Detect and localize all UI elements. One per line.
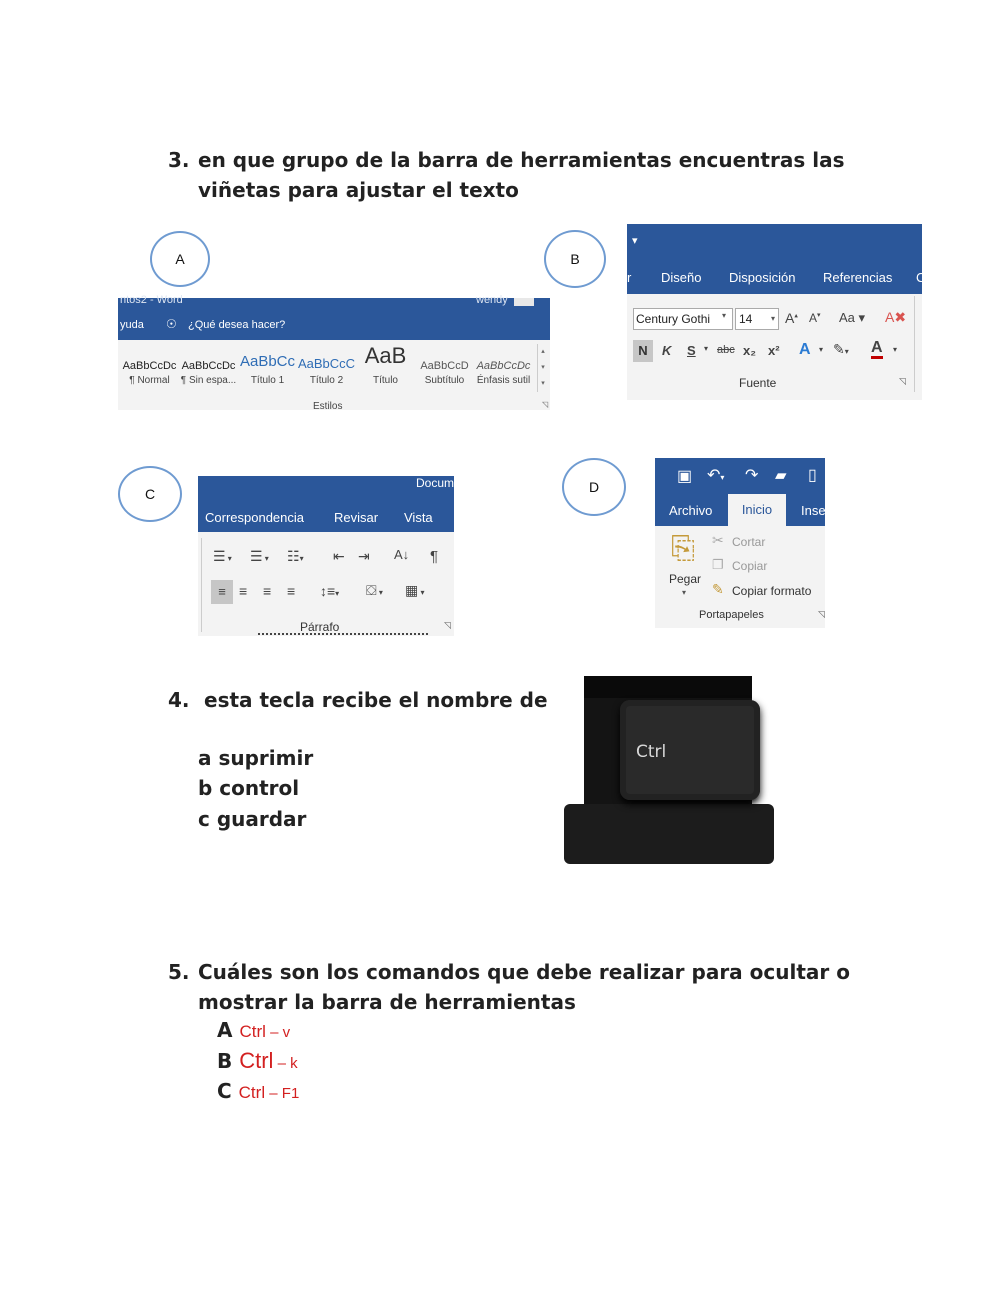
style-sample: AaBbCcDc [476,360,531,372]
change-case-icon[interactable]: Aa ▾ [839,310,866,325]
clipboard-group-label: Portapapeles [699,609,764,621]
bold-label: N [638,343,648,358]
font-size-dropdown-icon[interactable]: ▾ [770,314,775,323]
text-effects-icon[interactable]: A [799,341,811,358]
tab-referencias[interactable]: Referencias [823,270,893,285]
font-size-value: 14 [739,312,753,326]
style-gallery-item[interactable] [474,348,533,392]
keyboard-edge [584,676,752,698]
option-b-suffix: – k [273,1055,298,1072]
clipboard-icon[interactable]: ⎘ [671,532,695,565]
question-3-line-1: en que grupo de la barra de herramientas encuentras las [198,148,845,172]
save-icon[interactable]: ▣ [677,468,693,485]
subscript-button[interactable]: x₂ [743,343,757,358]
paste-label[interactable]: Pegar [669,572,702,586]
question-3-number: 3. [168,148,190,172]
tab-revisar[interactable]: Revisar [334,510,379,525]
align-left-button[interactable]: ≡ [211,580,233,604]
tab-disposicion[interactable]: Disposición [729,270,796,285]
style-name: Subtítulo [424,375,465,386]
open-folder-icon[interactable]: ▰ [775,467,787,484]
option-c-suffix: – F1 [265,1085,300,1102]
question-4-option-b[interactable]: b control [198,776,300,800]
quick-access-icon[interactable]: ▾ [632,235,638,247]
question-4 [168,685,568,715]
question-4-text: esta tecla recibe el nombre de [204,688,548,712]
borders-icon[interactable]: ▦ ▾ [405,582,425,598]
option-a-circle[interactable] [150,231,210,287]
highlight-icon[interactable]: ✎▾ [833,341,849,357]
tab-inicio-label: Inicio [741,502,773,517]
tab-fragment-c[interactable]: C [916,270,926,285]
new-document-icon[interactable]: ▯ [808,467,817,484]
help-tab-fragment[interactable]: yuda [120,319,144,331]
option-d-label: D [588,479,600,495]
clear-formatting-icon[interactable]: A✖ [885,309,907,325]
font-dialog-launcher-icon[interactable]: ◹ [899,376,906,386]
style-gallery-item[interactable] [238,348,297,392]
font-name-dropdown-icon[interactable]: ▾ [722,311,727,320]
styles-gallery [118,343,538,392]
option-c-circle[interactable] [118,466,182,522]
option-a-key: Ctrl [239,1022,266,1041]
strikethrough-button[interactable]: abc [717,344,735,356]
underline-dropdown-icon[interactable]: ▾ [704,344,709,353]
style-sample: AaB [364,343,407,368]
question-4-number: 4. [168,688,190,712]
question-4-option-a[interactable]: a suprimir [198,746,314,770]
increase-indent-icon[interactable]: ⇥ [358,548,370,564]
style-gallery-item[interactable] [297,348,356,392]
option-b-letter: B [217,1049,233,1073]
option-d-circle[interactable] [562,458,626,516]
redo-icon[interactable]: ↷ [745,467,759,484]
user-name: wendy [476,294,508,306]
bold-button[interactable] [633,340,653,362]
style-name: Énfasis sutil [476,375,531,386]
tell-me-field[interactable]: ¿Qué desea hacer? [188,319,286,331]
question-4-option-c[interactable]: c guardar [198,807,307,831]
option-c-screenshot [198,476,454,636]
page-edge-marks [258,633,428,638]
tab-archivo[interactable]: Archivo [669,503,713,518]
style-sample: AaBbCcDc [122,360,177,372]
question-5-option-a[interactable] [217,1018,290,1042]
scissors-icon[interactable]: ✂ [712,532,724,548]
question-5-number: 5. [168,960,190,984]
tab-insertar-fragment[interactable]: Inser [801,503,830,518]
shrink-font-icon[interactable]: A▾ [809,311,821,325]
option-b-circle[interactable] [544,230,606,288]
font-name-box[interactable] [633,308,733,330]
document-title-fragment: Docum [416,476,455,490]
style-sample: AaBbCc [239,353,296,370]
bullets-icon[interactable]: ☰ ▾ [213,548,232,564]
tab-inicio[interactable] [728,494,786,526]
numbering-icon[interactable]: ☰ ▾ [250,548,269,564]
option-b-key: Ctrl [239,1048,274,1073]
sort-icon[interactable]: A↓ [394,547,410,562]
show-formatting-icon[interactable]: ¶ [430,548,439,565]
option-c-label: C [144,486,156,502]
undo-icon[interactable]: ↶▾ [707,467,725,484]
font-color-dropdown-icon[interactable]: ▾ [893,345,898,354]
multilevel-list-icon[interactable]: ☷▾ [287,548,304,564]
style-gallery-item[interactable] [415,348,474,392]
align-center-icon[interactable]: ≡ [239,583,248,599]
style-sample: AaBbCcDc [181,360,236,372]
window-title-fragment: ntos2 - Word [120,294,183,306]
style-name: Título 2 [309,375,344,386]
style-name: ¶ Normal [129,375,170,386]
style-name: ¶ Sin espa... [180,375,237,386]
font-size-box[interactable] [735,308,779,330]
paragraph-group-label: Párrafo [300,620,340,634]
question-3-line-2: viñetas para ajustar el texto [198,178,519,202]
paste-dropdown-icon[interactable]: ▾ [682,588,687,597]
option-c-letter: C [217,1079,232,1103]
option-c-key: Ctrl [238,1083,266,1102]
tab-correspondencia[interactable]: Correspondencia [205,510,305,525]
shading-icon[interactable]: ⛋ ▾ [366,582,383,598]
ribbon-right-border [914,296,915,392]
underline-button[interactable]: S [687,343,696,358]
option-a-suffix: – v [265,1024,291,1041]
dialog-launcher-icon[interactable]: ◹ [542,400,549,409]
clipboard-dialog-launcher-icon[interactable]: ◹ [818,609,825,619]
ctrl-key [620,700,760,800]
font-group-label: Fuente [739,376,777,390]
tab-fragment-r[interactable]: r [627,270,632,285]
justify-icon[interactable]: ≡ [287,583,296,599]
line-spacing-icon[interactable]: ↕≡▾ [320,583,340,599]
grow-font-icon[interactable]: A▴ [785,310,798,326]
paragraph-dialog-launcher-icon[interactable]: ◹ [444,620,451,630]
style-sample: AaBbCcC [297,356,356,371]
question-5-line-1: Cuáles son los comandos que debe realizar para ocultar o [198,960,850,984]
question-5-line-2: mostrar la barra de herramientas [198,990,576,1014]
option-a-label: A [175,251,185,267]
option-a-letter: A [217,1018,233,1042]
styles-group-label: Estilos [313,401,343,412]
cut-label[interactable]: Cortar [732,535,766,549]
style-sample: AaBbCcD [420,360,469,372]
question-5-option-b[interactable] [217,1048,298,1074]
ribbon-left-border [201,538,202,632]
style-name: Título 1 [250,375,285,386]
superscript-button[interactable]: x² [768,343,780,358]
style-gallery-item[interactable] [356,343,415,392]
option-b-screenshot [627,224,926,400]
question-5-option-c[interactable] [217,1079,299,1103]
option-a-screenshot [118,294,550,412]
ctrl-key-label: Ctrl [636,742,667,762]
lightbulb-icon: ☉ [166,317,177,331]
font-name-value: Century Gothi [636,312,711,326]
gallery-scrollbar[interactable]: ▴ ▾ ▾ [537,344,548,392]
question-3 [168,145,888,207]
decrease-indent-icon[interactable]: ⇤ [333,548,345,564]
neighbor-key [564,804,774,864]
tab-vista[interactable]: Vista [404,510,433,525]
font-color-icon[interactable]: A [871,340,883,359]
text-effects-dropdown-icon[interactable]: ▾ [819,345,824,354]
style-gallery-item[interactable] [179,348,238,392]
format-painter-icon[interactable]: ✎ [712,581,724,597]
format-painter-label[interactable]: Copiar formato [732,584,812,598]
align-right-icon[interactable]: ≡ [263,583,272,599]
tab-diseno[interactable]: Diseño [661,270,702,285]
italic-button[interactable]: K [662,343,672,358]
style-name: Título [372,375,398,386]
option-b-label: B [570,251,580,267]
account-box [514,298,534,306]
ctrl-key-photo [584,676,752,854]
copy-icon[interactable]: ❐ [712,557,724,572]
option-d-screenshot [655,458,830,628]
question-5 [168,957,888,1019]
copy-label[interactable]: Copiar [732,559,768,573]
style-gallery-item[interactable] [120,348,179,392]
